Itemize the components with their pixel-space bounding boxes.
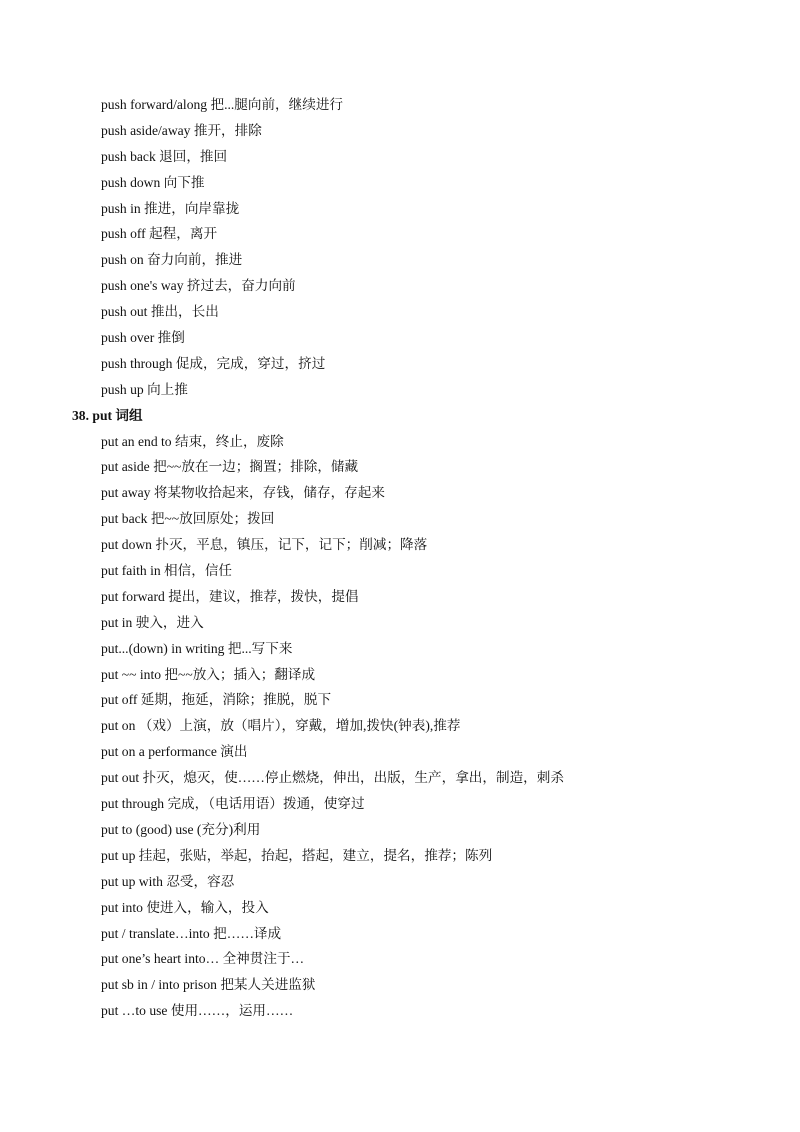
put-entry: put into 使进入，输入，投入 [101,899,269,915]
put-entry: put down 扑灭，平息，镇压，记下，记下；削减；降落 [101,537,428,553]
put-entry: put an end to 结束，终止，废除 [101,433,284,449]
put-entry: put through 完成，（电话用语）拨通，使穿过 [101,796,365,812]
push-entry: push out 推出，长出 [101,304,219,320]
put-entry: put …to use 使用……，运用…… [101,1003,294,1019]
push-entry: push over 推倒 [101,330,185,346]
push-entry: push down 向下推 [101,174,205,190]
put-entry: put sb in / into prison 把某人关进监狱 [101,977,316,993]
put-entry: put aside 把~~放在一边；搁置；排除，储藏 [101,459,359,475]
put-entry: put on a performance 演出 [101,744,248,760]
put-entry: put off 延期，拖延，消除；推脱，脱下 [101,692,332,708]
put-entry: put away 将某物收拾起来，存钱，储存，存起来 [101,485,385,501]
put-entry: put in 驶入，进入 [101,614,204,630]
put-entry: put out 扑灭，熄灭，使……停止燃烧，伸出，出版，生产，拿出，制造，刺杀 [101,770,564,786]
section-heading-put: 38. put 词组 [72,407,143,423]
push-entry: push in 推进，向岸靠拢 [101,200,240,216]
push-entry: push through 促成，完成，穿过，挤过 [101,355,326,371]
put-entry: put on （戏）上演，放（唱片），穿戴，增加,拨快(钟表),推荐 [101,718,461,734]
put-entry: put ~~ into 把~~放入；插入；翻译成 [101,666,316,682]
push-entry: push on 奋力向前，推进 [101,252,243,268]
put-entry: put up 挂起，张贴，举起，抬起，搭起，建立，提名，推荐；陈列 [101,847,493,863]
phrase-list [0,92,800,1024]
put-entry: put one’s heart into… 全神贯注于… [101,951,305,967]
push-entry: push back 退回，推回 [101,148,228,164]
put-entry: put...(down) in writing 把...写下来 [101,640,293,656]
push-entry: push aside/away 推开，排除 [101,122,262,138]
put-entry: put forward 提出，建议，推荐，拨快，提倡 [101,588,359,604]
put-entry: put up with 忍受，容忍 [101,873,235,889]
push-entry: push forward/along 把...腿向前，继续进行 [101,97,344,112]
put-entry: put to (good) use (充分)利用 [101,821,261,837]
put-entry: put / translate…into 把……译成 [101,925,282,941]
put-entry: put back 把~~放回原处；拨回 [101,511,275,527]
push-entry: push up 向上推 [101,381,188,397]
push-entry: push one's way 挤过去，奋力向前 [101,278,296,294]
put-entry: put faith in 相信，信任 [101,563,233,579]
push-entry: push off 起程，离开 [101,226,218,242]
